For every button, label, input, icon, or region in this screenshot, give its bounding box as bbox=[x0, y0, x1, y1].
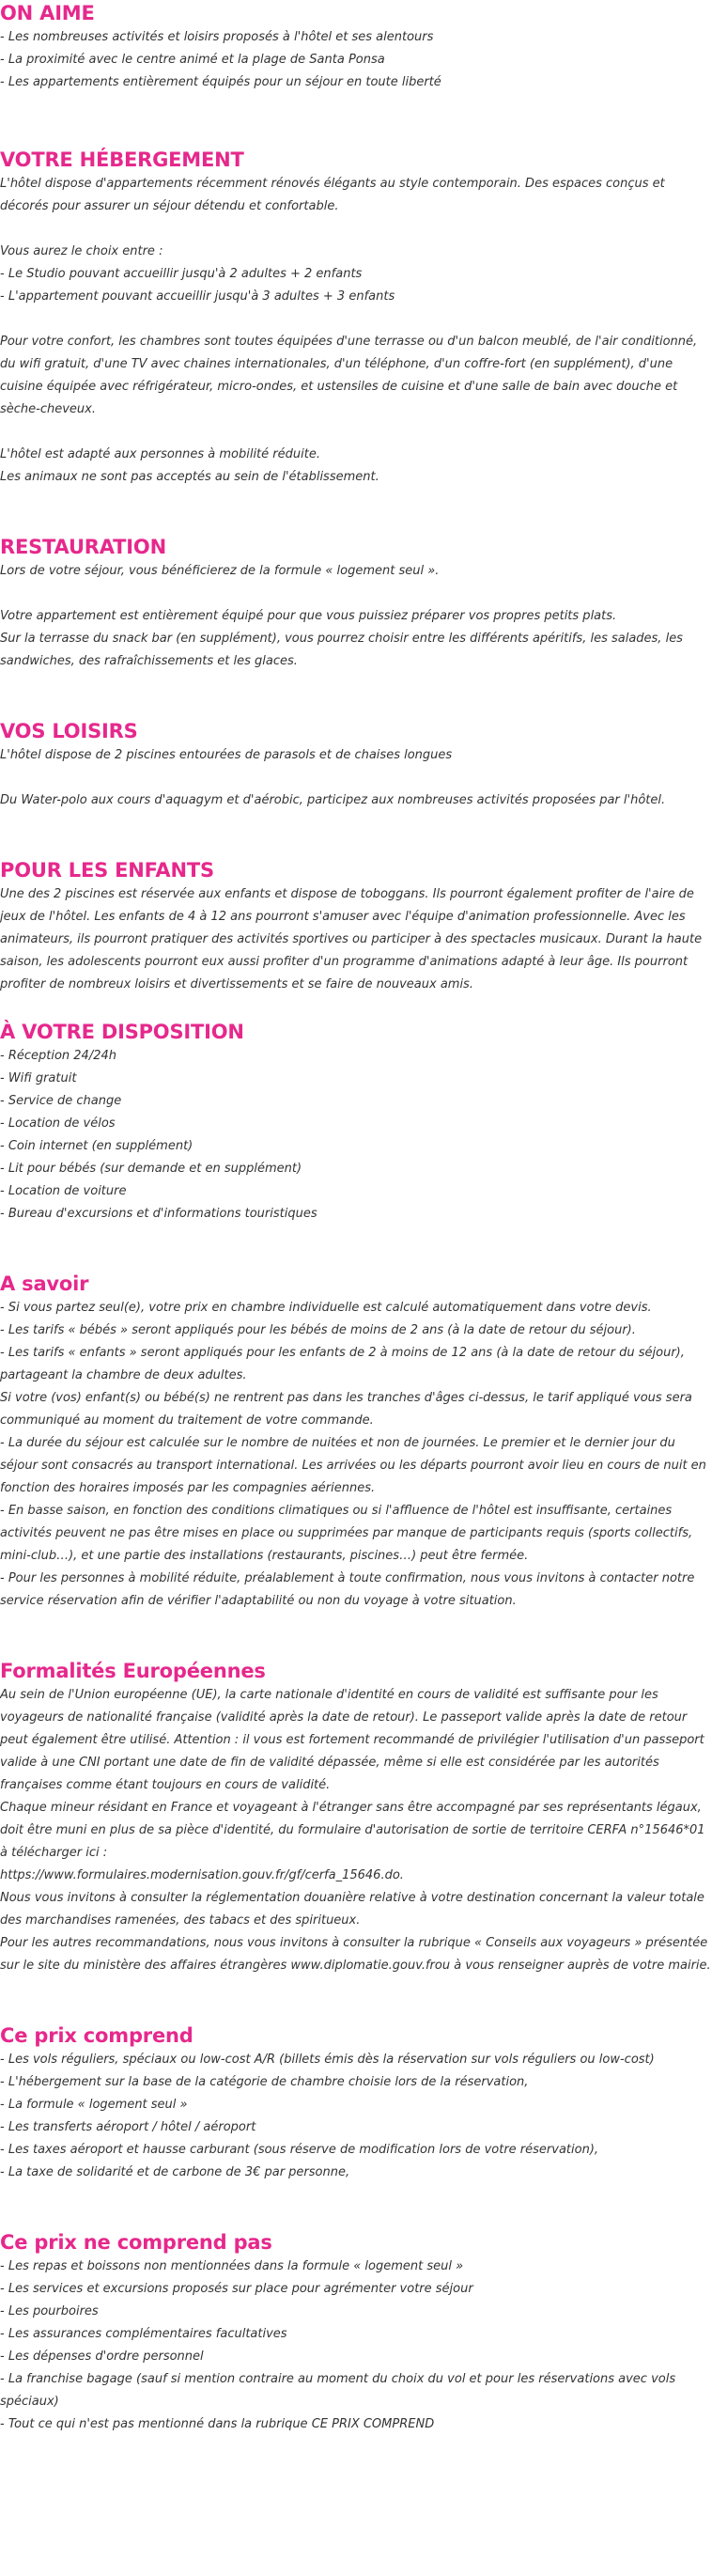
spacer bbox=[0, 218, 712, 241]
cerfa-link[interactable]: https://www.formulaires.modernisation.gouv.fr/gf/cerfa_15646.do. bbox=[0, 1868, 404, 1882]
section-a-savoir bbox=[0, 1271, 712, 1613]
list-item: - La formule « logement seul » bbox=[0, 2098, 188, 2112]
list-item: - Bureau d'excursions et d'informations touristiques bbox=[0, 1207, 317, 1221]
section-loisirs bbox=[0, 718, 712, 812]
list-item: - Si vous partez seul(e), votre prix en chambre individuelle est calculé automatiquement dans votre devis. bbox=[0, 1301, 652, 1315]
section-title: A savoir bbox=[0, 1272, 89, 1295]
section-prix-ne-comprend-pas bbox=[0, 2229, 712, 2436]
section-disposition bbox=[0, 1019, 712, 1226]
list-item: - Réception 24/24h bbox=[0, 1049, 116, 1063]
section-enfants bbox=[0, 857, 712, 996]
section-restauration bbox=[0, 534, 712, 673]
section-formalites bbox=[0, 1658, 712, 1977]
paragraph: Chaque mineur résidant en France et voyageant à l'étranger sans être accompagné par ses représentants légaux, doit être muni en plus de sa pièce d'identité, du formulaire d'autorisation de sortie de territoire CERFA n°15646*01 à télécharger ici : bbox=[0, 1801, 705, 1860]
section-title: VOS LOISIRS bbox=[0, 720, 138, 742]
section-title: Formalités Européennes bbox=[0, 1660, 266, 1682]
list-item: - Pour les personnes à mobilité réduite, préalablement à toute confirmation, nous vous invitons à contacter notre service réservation afin de vérifier l'adaptabilité ou non du voyage à votre situation. bbox=[0, 1571, 695, 1608]
list-item: - Location de vélos bbox=[0, 1116, 116, 1131]
section-title: À VOTRE DISPOSITION bbox=[0, 1021, 244, 1043]
spacer bbox=[0, 308, 712, 331]
list-item: - Lit pour bébés (sur demande et en supplément) bbox=[0, 1162, 302, 1176]
section-on-aime bbox=[0, 0, 712, 94]
list-item: - Les vols réguliers, spéciaux ou low-cost A/R (billets émis dès la réservation sur vols réguliers ou low-cost) bbox=[0, 2053, 655, 2067]
list-item: - L'appartement pouvant accueillir jusqu'à 3 adultes + 3 enfants bbox=[0, 289, 395, 304]
spacer bbox=[0, 767, 712, 789]
list-item: - Les transferts aéroport / hôtel / aéroport bbox=[0, 2120, 256, 2134]
section-hebergement bbox=[0, 147, 712, 489]
list-item: - Coin internet (en supplément) bbox=[0, 1139, 193, 1153]
section-prix-comprend bbox=[0, 2022, 712, 2184]
paragraph: Pour les autres recommandations, nous vous invitons à consulter la rubrique « Conseils aux voyageurs » présentée sur le site du ministère des affaires étrangères www.diplomatie.gouv.frou à vous renseigner auprès de votre mairie. bbox=[0, 1936, 711, 1973]
list-item: - Les appartements entièrement équipés pour un séjour en toute liberté bbox=[0, 75, 441, 89]
section-title: Ce prix ne comprend pas bbox=[0, 2231, 272, 2254]
list-item: - Les dépenses d'ordre personnel bbox=[0, 2350, 204, 2364]
paragraph: Pour votre confort, les chambres sont toutes équipées d'une terrasse ou d'un balcon meublé, de l'air conditionné, du wifi gratuit, d'une TV avec chaines internationales, d'un téléphone, d'un coffre-fort (en supplément), d'une cuisine équipée avec réfrigérateur, micro-ondes, et ustensiles de cuisine et d'une salle de bain avec douche et sèche-cheveux. bbox=[0, 335, 698, 416]
list-item: - Le Studio pouvant accueillir jusqu'à 2 adultes + 2 enfants bbox=[0, 267, 363, 281]
spacer bbox=[0, 421, 712, 444]
list-item: - Tout ce qui n'est pas mentionné dans la rubrique CE PRIX COMPREND bbox=[0, 2417, 435, 2431]
section-title: VOTRE HÉBERGEMENT bbox=[0, 148, 244, 171]
paragraph: Au sein de l'Union européenne (UE), la carte nationale d'identité en cours de validité est suffisante pour les voyageurs de nationalité française (validité après la date de retour). Le passeport valide après la date de retour peut également être utilisé. Attention : il vous est fortement recommandé de privilégier l'utilisation d'un passeport valide à une CNI portant une date de fin de validité dépassée, même si elle est considérée par les autorités françaises comme étant toujours en cours de validité. bbox=[0, 1688, 704, 1792]
section-title: RESTAURATION bbox=[0, 536, 166, 558]
list-item: - Les taxes aéroport et hausse carburant (sous réserve de modification lors de votre réservation), bbox=[0, 2143, 599, 2157]
paragraph: Sur la terrasse du snack bar (en supplément), vous pourrez choisir entre les différents apéritifs, les salades, les sandwiches, des rafraîchissements et les glaces. bbox=[0, 632, 683, 668]
list-item: - L'hébergement sur la base de la catégorie de chambre choisie lors de la réservation, bbox=[0, 2075, 529, 2089]
list-item: - Les repas et boissons non mentionnées dans la formule « logement seul » bbox=[0, 2259, 464, 2273]
paragraph: Si votre (vos) enfant(s) ou bébé(s) ne rentrent pas dans les tranches d'âges ci-dessus, le tarif appliqué vous sera communiqué au moment du traitement de votre commande. bbox=[0, 1391, 692, 1428]
list-item: - Service de change bbox=[0, 1094, 122, 1108]
section-title: POUR LES ENFANTS bbox=[0, 859, 214, 882]
paragraph: Lors de votre séjour, vous bénéficierez de la formule « logement seul ». bbox=[0, 564, 440, 578]
paragraph: Du Water-polo aux cours d'aquagym et d'aérobic, participez aux nombreuses activités proposées par l'hôtel. bbox=[0, 793, 666, 807]
list-item: - Location de voiture bbox=[0, 1184, 127, 1198]
paragraph: Une des 2 piscines est réservée aux enfants et dispose de toboggans. Ils pourront également profiter de l'aire de jeux de l'hôtel. Les enfants de 4 à 12 ans pourront s'amuser avec l'équipe d'animation professionnelle. Avec les animateurs, ils pourront pratiquer des activités sportives ou participer à des spectacles musicaux. Durant la haute saison, les adolescents pourront eux aussi profiter d'un programme d'animations adapté à leur âge. Ils pourront profiter de nombreux loisirs et divertissements et se faire de nouveaux amis. bbox=[0, 887, 703, 991]
list-item: - Les assurances complémentaires facultatives bbox=[0, 2327, 287, 2341]
list-item: - La durée du séjour est calculée sur le nombre de nuitées et non de journées. Le premier et le dernier jour du séjour sont consacrés au transport international. Les arrivées ou les départs pourront avoir lieu en cours de nuit en fonction des horaires imposés par les compagnies aériennes. bbox=[0, 1436, 706, 1495]
list-item: - La taxe de solidarité et de carbone de 3€ par personne, bbox=[0, 2165, 350, 2179]
paragraph: L'hôtel est adapté aux personnes à mobilité réduite. bbox=[0, 447, 320, 461]
list-item: - Les tarifs « bébés » seront appliqués pour les bébés de moins de 2 ans (à la date de retour du séjour). bbox=[0, 1323, 636, 1337]
list-item: - En basse saison, en fonction des conditions climatiques ou si l'affluence de l'hôtel est insuffisante, certaines activités peuvent ne pas être mises en place ou supprimées par manque de participants requis (sports collectifs, mini-club…), et une partie des installations (restaurants, piscines…) peut être fermée. bbox=[0, 1504, 693, 1563]
paragraph: Les animaux ne sont pas acceptés au sein de l'établissement. bbox=[0, 470, 379, 484]
list-item: - Les nombreuses activités et loisirs proposés à l'hôtel et ses alentours bbox=[0, 30, 434, 44]
list-item: - Les tarifs « enfants » seront appliqués pour les enfants de 2 à moins de 12 ans (à la date de retour du séjour), partageant la chambre de deux adultes. bbox=[0, 1346, 685, 1382]
list-item: - Les services et excursions proposés sur place pour agrémenter votre séjour bbox=[0, 2282, 473, 2296]
list-item: - Wifi gratuit bbox=[0, 1071, 77, 1085]
paragraph: Nous vous invitons à consulter la réglementation douanière relative à votre destination concernant la valeur totale des marchandises ramenées, des tabacs et des spiritueux. bbox=[0, 1891, 704, 1928]
section-title: ON AIME bbox=[0, 2, 95, 24]
paragraph: L'hôtel dispose d'appartements récemment rénovés élégants au style contemporain. Des espaces conçus et décorés pour assurer un séjour détendu et confortable. bbox=[0, 177, 665, 213]
paragraph: L'hôtel dispose de 2 piscines entourées de parasols et de chaises longues bbox=[0, 748, 453, 762]
paragraph: Votre appartement est entièrement équipé pour que vous puissiez préparer vos propres petits plats. bbox=[0, 609, 617, 623]
spacer bbox=[0, 583, 712, 605]
paragraph: Vous aurez le choix entre : bbox=[0, 244, 163, 258]
list-item: - La franchise bagage (sauf si mention contraire au moment du choix du vol et pour les réservations avec vols spéciaux) bbox=[0, 2372, 676, 2409]
list-item: - La proximité avec le centre animé et la plage de Santa Ponsa bbox=[0, 53, 385, 67]
list-item: - Les pourboires bbox=[0, 2304, 99, 2318]
section-title: Ce prix comprend bbox=[0, 2024, 193, 2047]
